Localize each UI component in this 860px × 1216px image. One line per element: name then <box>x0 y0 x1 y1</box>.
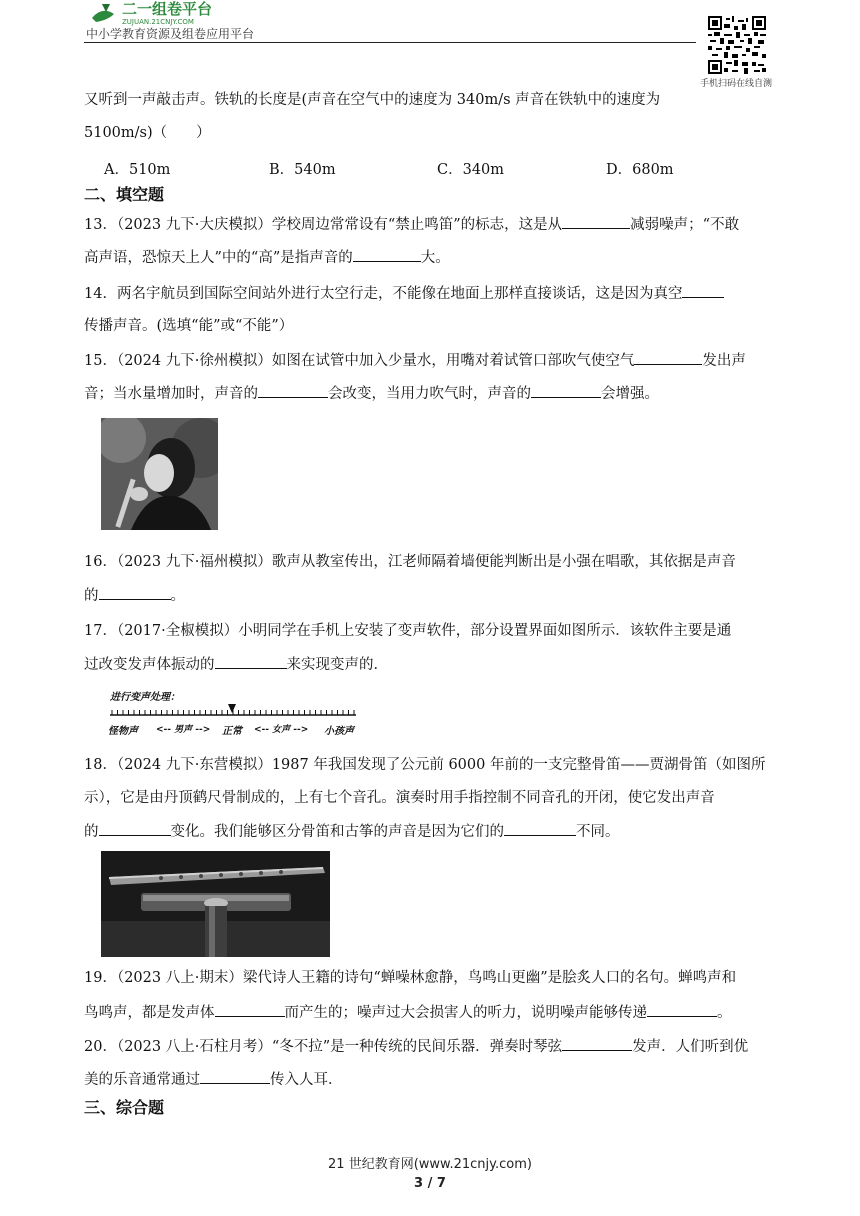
site-logo <box>88 0 278 26</box>
q13-line1 <box>84 214 739 235</box>
q19-text-3: 。 <box>717 1005 732 1021</box>
q16-blank-1[interactable] <box>99 585 171 600</box>
q18-text-2: 变化。我们能够区分骨笛和古筝的声音是因为它们的 <box>170 824 504 840</box>
q20-blank-1[interactable] <box>562 1036 632 1051</box>
q15-blank-3[interactable] <box>531 383 601 398</box>
q19-line2 <box>84 1002 732 1023</box>
q16-text-1: 的 <box>84 588 99 604</box>
logo-url: ZUJUAN.21CNJY.COM <box>122 18 194 26</box>
q18-blank-2[interactable] <box>504 821 576 836</box>
q18-line1: 18．（2024 九下·东营模拟）1987 年我国发现了公元前 6000 年前的一支完整骨笛——贾湖骨笛（如图所 <box>84 757 766 773</box>
q17-slider-thumb-icon <box>228 704 236 713</box>
q15-text-2: 发出声 <box>702 353 746 369</box>
q20-blank-2[interactable] <box>200 1069 270 1084</box>
q20-text-1: 20．（2023 八上·石柱月考）“冬不拉”是一种传统的民间乐器．弹奏时琴弦 <box>84 1039 563 1055</box>
footer-site[interactable]: 21 世纪教育网(www.21cnjy.com) <box>328 1157 532 1172</box>
q13-text-3: 高声语，恐惊天上人”中的“高”是指声音的 <box>84 250 353 266</box>
q15-line1 <box>84 350 746 371</box>
header-divider <box>84 42 696 43</box>
q14-line2: 传播声音。(选填“能”或“不能”） <box>84 318 294 334</box>
q15-blank-1[interactable] <box>634 350 702 365</box>
q19-line1: 19．（2023 八上·期末）梁代诗人王籍的诗句“蝉噪林愈静，鸟鸣山更幽”是脍炙人口的名句。蝉鸣声和 <box>84 970 737 986</box>
q19-blank-2[interactable] <box>647 1002 717 1017</box>
q15-text-3: 音；当水量增加时，声音的 <box>84 386 258 402</box>
q17-line1: 17．（2017·全椒模拟）小明同学在手机上安装了变声软件，部分设置界面如图所示．该软件主要是通 <box>84 623 732 639</box>
q15-line2 <box>84 383 659 404</box>
q18-text-3: 不同。 <box>576 824 620 840</box>
q12-line2: 5100m/s)（ ） <box>84 125 211 141</box>
q14-line1 <box>84 283 724 304</box>
q13-line2 <box>84 247 450 268</box>
page-number: 3 / 7 <box>414 1176 446 1191</box>
q20-text-2: 发声．人们听到优 <box>632 1039 749 1055</box>
q15-text-1: 15．（2024 九下·徐州模拟）如图在试管中加入少量水，用嘴对着试管口部吹气使空气 <box>84 353 635 369</box>
q13-text-1: 13．（2023 九下·大庆模拟）学校周边常常设有“禁止鸣笛”的标志，这是从 <box>84 217 563 233</box>
q12-option-c[interactable]: C．340m <box>437 162 505 178</box>
header-subtitle: 中小学教育资源及组卷应用平台 <box>86 27 255 41</box>
q17-label-male: <-- 男声 --> <box>156 725 211 735</box>
q18-bone-flute-photo <box>101 851 330 957</box>
q16-line2 <box>84 585 185 606</box>
q18-text-1: 的 <box>84 824 99 840</box>
q20-text-4: 传入人耳． <box>270 1072 343 1088</box>
q18-blank-1[interactable] <box>99 821 171 836</box>
q17-label-monster: 怪物声 <box>108 726 138 737</box>
q17-slider-ticks <box>108 704 358 718</box>
q13-blank-1[interactable] <box>562 214 630 229</box>
q17-voice-changer-figure <box>108 688 358 738</box>
section-comprehensive-heading: 三、综合题 <box>84 1098 165 1117</box>
q15-blank-2[interactable] <box>258 383 328 398</box>
q15-text-4: 会改变，当用力吹气时，声音的 <box>328 386 531 402</box>
q13-blank-2[interactable] <box>353 247 421 262</box>
q18-line3 <box>84 821 620 842</box>
q17-text-1: 过改变发声体振动的 <box>84 657 215 673</box>
section-fill-blank-heading: 二、填空题 <box>84 185 165 204</box>
q13-text-2: 减弱噪声；“不敢 <box>630 217 740 233</box>
q19-text-2: 而产生的；噪声过大会损害人的听力，说明噪声能够传递 <box>284 1005 647 1021</box>
q16-text-2: 。 <box>170 588 185 604</box>
q17-text-2: 来实现变声的． <box>286 657 388 673</box>
qr-code-icon[interactable] <box>708 16 766 74</box>
q19-text-1: 鸟鸣声，都是发声体 <box>84 1005 215 1021</box>
q16-line1: 16．（2023 九下·福州模拟）歌声从教室传出，江老师隔着墙便能判断出是小强在唱歌，其依据是声音 <box>84 554 736 570</box>
q20-line1 <box>84 1036 748 1057</box>
q20-line2 <box>84 1069 343 1090</box>
q14-text-1: 14．两名宇航员到国际空间站外进行太空行走，不能像在地面上那样直接谈话，这是因为真空 <box>84 286 683 302</box>
q17-figure-title: 进行变声处理： <box>110 692 180 703</box>
q17-label-female: <-- 女声 --> <box>254 725 309 735</box>
logo-text: 二一组卷平台 <box>122 0 213 18</box>
qr-caption: 手机扫码在线自测 <box>700 79 773 89</box>
q14-blank-1[interactable] <box>682 283 724 298</box>
q17-slider[interactable] <box>108 703 358 722</box>
q17-blank-1[interactable] <box>215 654 287 669</box>
q12-line1: 又听到一声敲击声。铁轨的长度是(声音在空气中的速度为 340m/s 声音在铁轨中的速度为 <box>84 92 661 108</box>
q12-option-d[interactable]: D．680m <box>606 162 674 178</box>
q18-line2: 示），它是由丹顶鹤尺骨制成的，上有七个音孔。演奏时用手指控制不同音孔的开闭，使它发出声音 <box>84 790 715 806</box>
q15-text-5: 会增强。 <box>601 386 659 402</box>
q17-line2 <box>84 654 388 675</box>
q12-option-a[interactable]: A．510m <box>104 162 171 178</box>
q19-blank-1[interactable] <box>215 1002 285 1017</box>
q17-label-normal: 正常 <box>222 726 242 737</box>
q17-label-child: 小孩声 <box>324 726 354 737</box>
q13-text-4: 大。 <box>420 250 450 266</box>
q20-text-3: 美的乐音通常通过 <box>84 1072 200 1088</box>
q15-girl-blowing-test-tube-photo <box>101 418 218 530</box>
q12-option-b[interactable]: B．540m <box>269 162 336 178</box>
